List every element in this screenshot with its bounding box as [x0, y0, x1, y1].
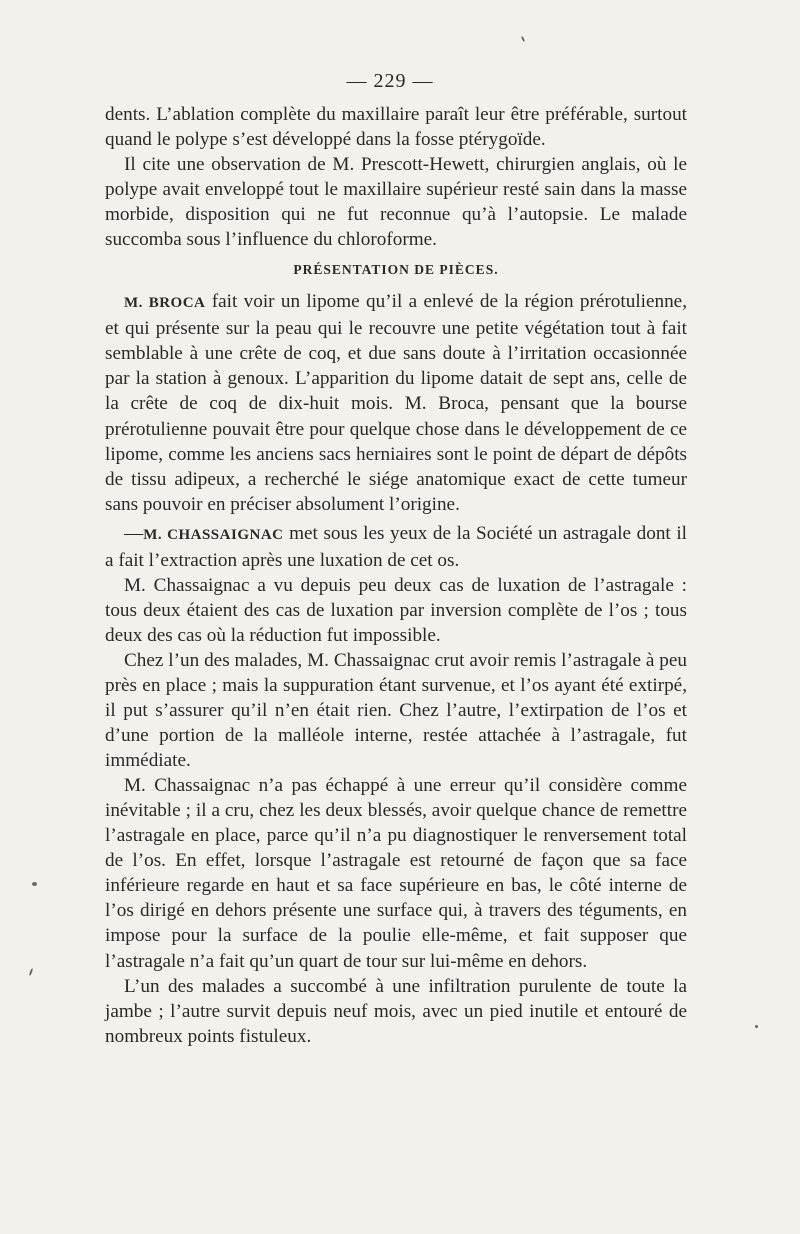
paragraph-prescott-hewett: Il cite une observation de M. Prescott-Hewett, chirurgien anglais, où le polype avait enveloppé tout le maxillaire supérieur resté sain dans la masse morbide, disposition qui ne fut reconnue qu’à l’autopsie. Le malade succomba sous l’influence du chloroforme. [105, 154, 687, 251]
paragraph-continued: dents. L’ablation complète du maxillaire paraît leur être préférable, surtout quand le polype s’est développé dans la fosse ptérygoïde. [105, 104, 687, 151]
paragraph-broca [105, 289, 687, 516]
broca-text: fait voir un lipome qu’il a enlevé de la région prérotulienne, et qui présente sur la peau qui le recouvre une petite végétation tout à fait semblable à une crête de coq, et due sans doute à l’irritation occasionnée par la station à genoux. L’apparition du lipome datait de sept ans, celle de la crête de coq de dix-huit mois. M. Broca, pensant que la bourse prérotulienne pouvait être pour quelque chose dans le développement de ce lipome, comme les anciens sacs herniaires sont le point de départ de dépôts de tissu adipeux, a recherché le siége anatomique exact de cette tumeur sans pouvoir en préciser absolument l’origine. [105, 291, 687, 515]
page-number: — 229 — [346, 70, 434, 92]
paragraph-chassaignac [105, 521, 687, 573]
chassaignac-text: met sous les yeux de la Société un astragale dont il a fait l’extraction après une luxation de cet os. [105, 522, 688, 571]
ink-speck [32, 882, 37, 886]
section-heading: PRÉSENTATION DE PIÈCES. [293, 262, 499, 278]
ink-speck [29, 968, 34, 976]
paragraph-first-patient: Chez l’un des malades, M. Chassaignac crut avoir remis l’astragale à peu près en place ; mais la suppuration étant survenue, et l’os ayant été extirpé, il put s’assurer qu’il n’en était rien. Chez l’autre, l’extirpation de l’os et d’une portion de la malléole interne, restée attachée à l’astragale, fut immédiate. [105, 649, 687, 772]
paragraph-outcome: L’un des malades a succombé à une infiltration purulente de toute la jambe ; l’autre survit depuis neuf mois, avec un pied inutile et entouré de nombreux points fistuleux. [105, 975, 687, 1047]
speaker-chassaignac: M. CHASSAIGNAC [143, 526, 284, 543]
paragraph-error: M. Chassaignac n’a pas échappé à une erreur qu’il considère comme inévitable ; il a cru, chez les deux blessés, avoir quelque chance de remettre l’astragale en place, parce qu’il n’a pu diagnostiquer le renversement total de l’os. En effet, lorsque l’astragale est retourné de façon que sa face inférieure regarde en haut et sa face supérieure en bas, le côté interne de l’os dirigé en dehors présente une surface qui, à travers des téguments, en impose pour la surface de la poulie elle-même, et fait supposer que l’astragale n’a fait qu’un quart de tour sur lui-même en dehors. [105, 775, 687, 972]
ink-speck [755, 1025, 758, 1028]
ink-speck [521, 36, 525, 42]
speaker-broca: M. BROCA [124, 295, 206, 312]
body-text [105, 102, 687, 1049]
paragraph-two-cases: M. Chassaignac a vu depuis peu deux cas de luxation de l’astragale : tous deux étaient des cas de luxation par inversion complète de l’os ; tous deux des cas où la réduction fut impossible. [105, 574, 687, 646]
em-dash: — [124, 522, 144, 544]
